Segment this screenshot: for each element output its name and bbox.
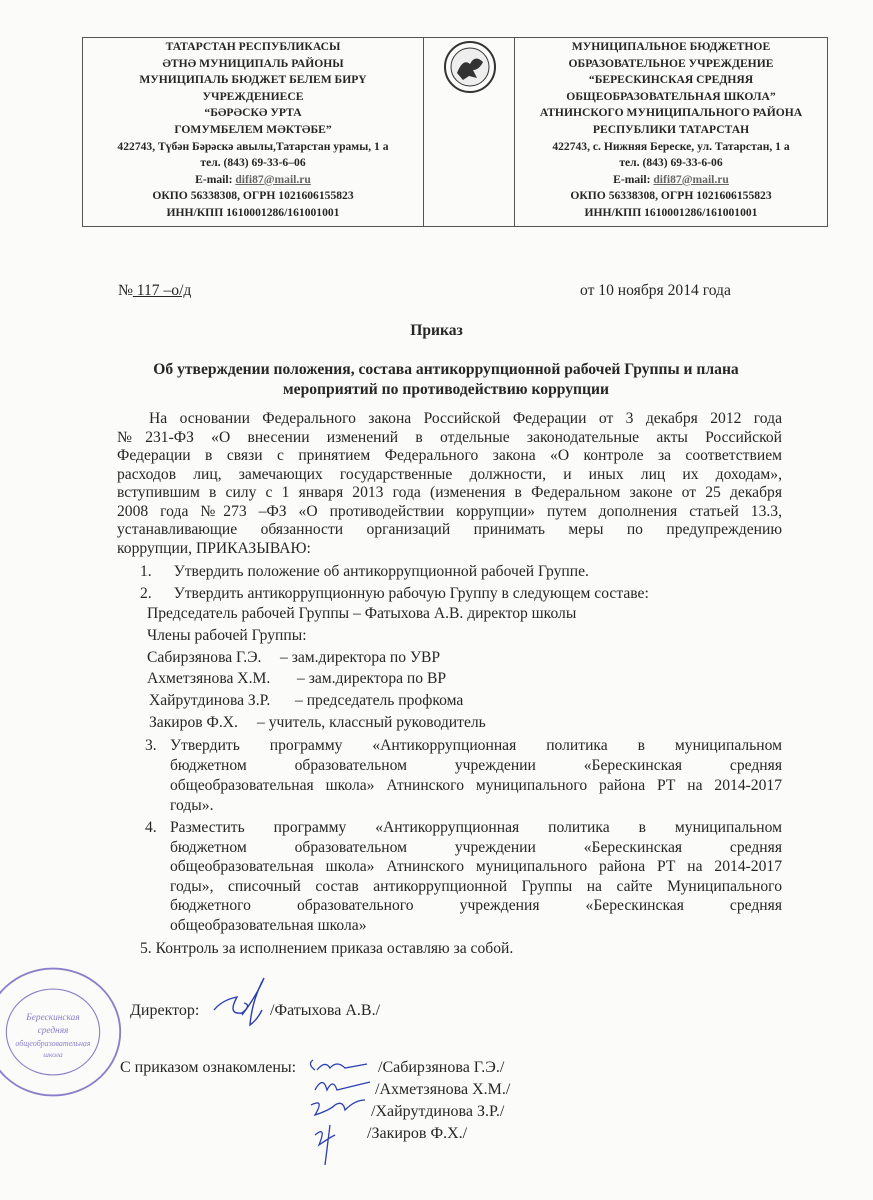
member-role: – председатель профкома [295,692,464,710]
hdr-line: ӘТНӘ МУНИЦИПАЛЬ РАЙОНЫ [162,56,344,70]
members-label: Члены рабочей Группы: [147,626,307,644]
preamble-line: Федерации в связи с принятием Федерального закона «О контроле за соответствием [117,447,782,464]
item-3 [145,736,782,816]
document-title [110,360,782,400]
hdr-address: 422743, с. Нижняя Береске, ул. Татарстан, 1 а [552,139,790,153]
item-text: общеобразовательная школа» Атнинского муниципального района РТ на 2014-2017 [170,777,782,794]
order-number [118,280,191,301]
member-row [147,647,576,669]
preamble [117,410,782,558]
working-group [147,603,576,734]
item-text: Утвердить положение об антикоррупционной рабочей Группе. [173,563,589,580]
hdr-line: ОБРАЗОВАТЕЛЬНОЕ УЧРЕЖДЕНИЕ [568,56,774,70]
email-label: E-mail: [195,172,236,186]
item-number: 1. [140,563,152,580]
hdr-line: МУНИЦИПАЛЬНОЕ БЮДЖЕТНОЕ [571,40,771,53]
hdr-line: “БӘРӘСКӘ УРТА [204,106,302,120]
item-text: бюджетном образовательном учреждении «Берескинская средняя [170,757,782,774]
school-stamp-icon [0,962,128,1102]
preamble-line: №231-ФЗ «О внесении изменений в отдельные законодательные акты Российской [117,428,782,446]
acquainted-name: /Ахметзянова Х.М./ [375,1081,511,1098]
item-text: общеобразовательная школа» [170,916,367,934]
svg-text:Берескинская: Берескинская [26,1012,80,1023]
director-signature-icon [212,975,272,1030]
acquainted-name: /Хайрутдинова З.Р./ [371,1103,505,1120]
svg-text:средняя: средняя [37,1025,69,1036]
member-role: – зам.директора по ВР [297,670,447,688]
hdr-address: 422743, Түбән Бәрәскә авылы,Татарстан урамы, 1 а [117,139,389,153]
item-text: бюджетного образовательного учреждения «Берескинская средняя [170,897,782,915]
member-name: Сабирзянова Г.Э. [147,648,262,666]
svg-text:общеобразовательная: общеобразовательная [15,1039,91,1048]
tatarstan-emblem-icon [443,40,497,94]
hdr-okpo: ОКПО 56338308, ОГРН 1021606155823 [152,189,354,203]
hdr-inn: ИНН/КПП 1610001286/161001001 [166,205,340,219]
item-number: 2. [140,585,152,602]
hdr-line: УЧРЕЖДЕНИЕСЕ [202,89,304,103]
hdr-line: МУНИЦИПАЛЬ БЮДЖЕТ БЕЛЕМ БИРҮ [139,73,367,87]
member-name: Ахметзянова Х.М. [147,670,271,688]
item-text: Утвердить программу «Антикоррупционная политика в муниципальном [170,737,782,754]
member-name: Хайрутдинова З.Р. [149,692,271,710]
letterhead-tatar [83,38,424,226]
order-number-value: 117 –о/д [132,282,192,299]
item-4 [145,818,782,936]
email-label: E-mail: [613,172,654,186]
hdr-email [515,172,827,189]
item-text: Утвердить антикоррупционную рабочую Группу в следующем составе: [173,585,649,602]
acquainted-list [367,1057,511,1145]
item-number: 3. [145,737,157,754]
hdr-line: РЕСПУБЛИКИ ТАТАРСТАН [592,122,750,136]
hdr-inn: ИНН/КПП 1610001286/161001001 [584,205,758,219]
title-line: мероприятий по противодействию коррупции [283,381,609,398]
acquainted-name: /Закиров Ф.Х./ [367,1125,468,1142]
hdr-line: “БЕРЕСКИНСКАЯ СРЕДНЯЯ [588,73,754,87]
member-role: – зам.директора по УВР [280,648,441,666]
letterhead [82,37,828,227]
hdr-line: АТНИНСКОГО МУНИЦИПАЛЬНОГО РАЙОНА [539,106,803,120]
item-text: годы», списочный состав антикоррупционной Группы на сайте Муниципального [170,877,782,895]
hdr-line: ТАТАРСТАН РЕСПУБЛИКАСЫ [165,40,341,53]
preamble-line: коррупции, ПРИКАЗЫВАЮ: [117,539,311,557]
director-label: Директор: [130,1002,200,1019]
svg-text:школа: школа [43,1050,63,1060]
preamble-line: На основании Федерального закона Российской Федерации от 3 декабря 2012 года [149,410,782,427]
staff-signatures-icon [305,1050,380,1170]
member-row [147,668,576,690]
email-link[interactable]: difi87@mail.ru [653,172,729,186]
title-line: Об утверждении положения, состава антикоррупционной рабочей Группы и плана [153,361,739,378]
member-name: Закиров Ф.Х. [149,713,238,731]
document-type: Приказ [410,322,463,339]
hdr-okpo: ОКПО 56338308, ОГРН 1021606155823 [570,189,772,203]
item-1 [140,561,589,582]
preamble-line: устанавливающие обязанности организаций принимать меры по предупреждению [117,521,782,538]
item-2 [140,583,649,604]
hdr-phone: тел. (843) 69-33-6-06 [619,156,723,170]
preamble-line: расходов лиц, замечающих государственные должности, и иных лиц их доходам», [117,465,782,483]
number-sign: № [118,282,133,299]
acquainted-name: /Сабирзянова Г.Э./ [378,1059,505,1076]
order-date: от 10 ноября 2014 года [580,282,731,299]
emblem-cell [424,38,515,226]
member-row [147,690,576,712]
item-text: Разместить программу «Антикоррупционная политика в муниципальном [170,819,782,836]
member-role: – учитель, классный руководитель [257,713,486,731]
email-link[interactable]: difi87@mail.ru [235,172,311,186]
group-chair: Председатель рабочей Группы – Фатыхова А.В. директор школы [147,605,577,622]
preamble-line: вступившим в силу с 1 января 2013 года (изменения в Федеральном законе от 25 декабря [117,484,782,501]
item-text: бюджетном образовательном учреждении «Берескинская средняя [170,838,782,856]
hdr-line: ОБЩЕОБРАЗОВАТЕЛЬНАЯ ШКОЛА” [566,89,776,103]
item-number: 4. [145,819,157,836]
member-row [147,712,576,734]
item-text: годы». [170,797,214,814]
hdr-phone: тел. (843) 69-33-6–06 [200,156,306,170]
hdr-line: ГОМУМБЕЛЕМ МӘКТӘБЕ” [174,122,332,136]
item-5: 5. Контроль за исполнением приказа оставляю за собой. [140,940,514,957]
hdr-email [83,172,423,189]
item-text: общеобразовательная школа» Атнинского муниципального района РТ на 2014-2017 [170,858,782,876]
letterhead-russian [515,38,827,226]
acquainted-label: С приказом ознакомлены: [120,1059,297,1076]
director-name: /Фатыхова А.В./ [270,1002,381,1019]
preamble-line: 2008 года №273 –ФЗ «О противодействии коррупции» путем дополнения статьей 13.3, [117,502,782,520]
